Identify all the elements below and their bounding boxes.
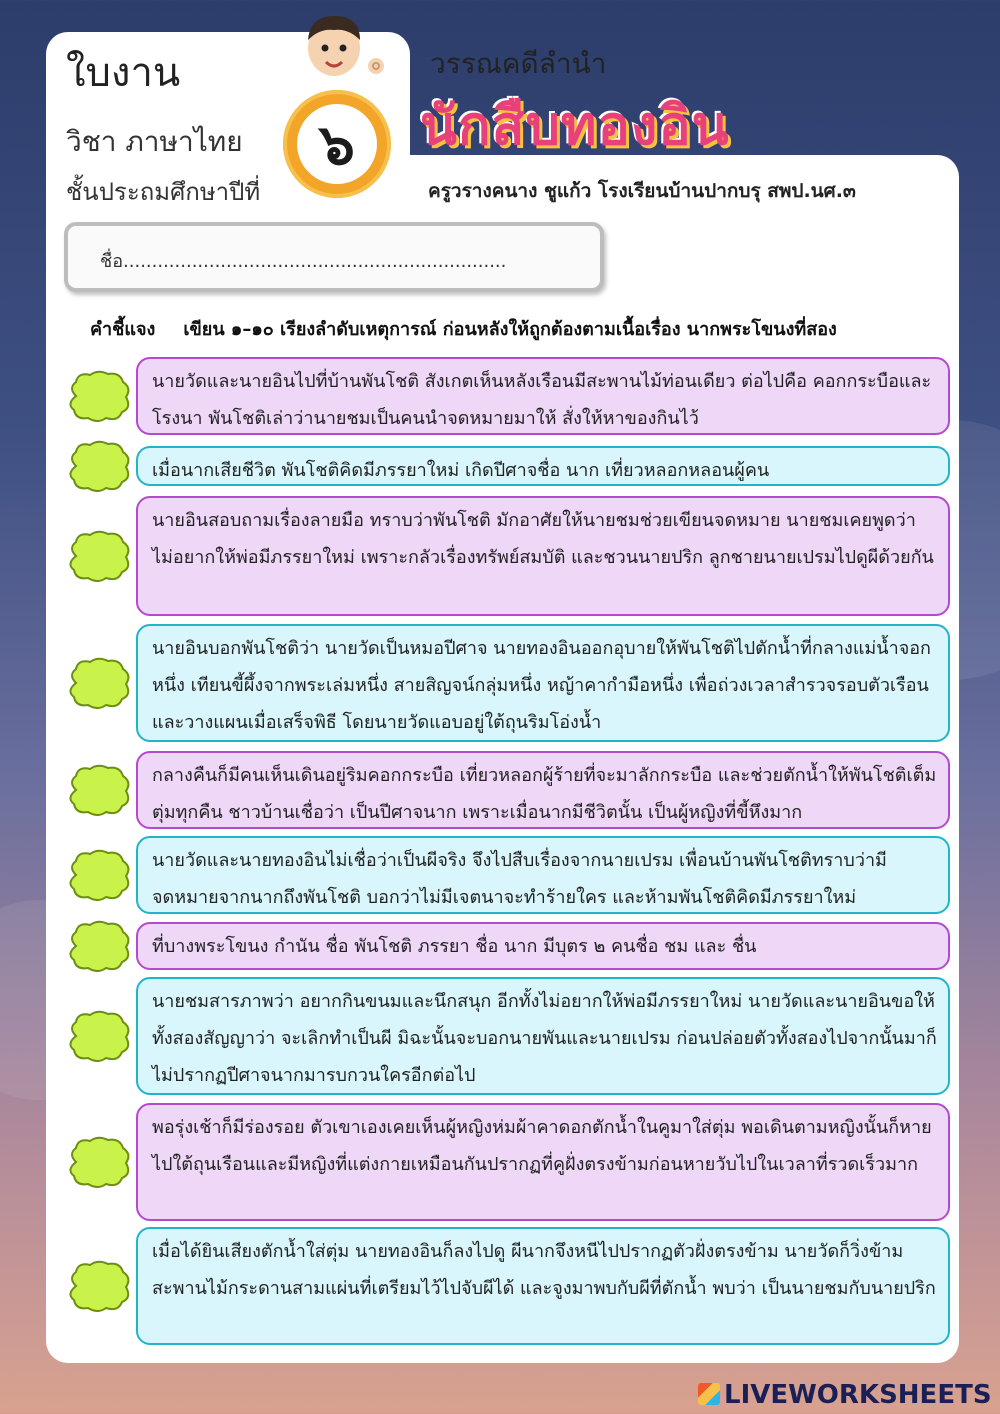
- event-text: พอรุ่งเช้าก็มีร่องรอย ตัวเขาเองเคยเห็นผู้หญิงห่มผ้าคาดอกตักน้ำในคูมาใส่ตุ่ม พอเดินตามหญิงนั้นก็หายไปใต้ถุนเรือนและมีหญิงที่แต่งกายเหมือนกันปรากฏที่คูฝั่งตรงข้ามก่อนหายวับไปในเวลาที่รวดเร็วมาก: [152, 1117, 932, 1175]
- name-field[interactable]: [64, 222, 604, 292]
- event-text: นายชมสารภาพว่า อยากกินขนมและนึกสนุก อีกทั้งไม่อยากให้พ่อมีภรรยาใหม่ นายวัดและนายอินขอให้ทั้งสองสัญญาว่า จะเลิกทำเป็นผี มิฉะนั้นจะบอกนายพันและนายเปรม ก่อนปล่อยตัวทั้งสองไปจากนั้นมาก็ไม่ปรากฏปีศาจนากมารบกวนใครอีกต่อไป: [152, 991, 937, 1086]
- answer-blob-4[interactable]: [66, 657, 132, 709]
- genre-label: วรรณคดีลำนำ: [430, 47, 607, 80]
- event-text: ที่บางพระโขนง กำนัน ชื่อ พันโชติ ภรรยา ชื่อ นาก มีบุตร ๒ คนชื่อ ชม และ ชื่น: [152, 936, 757, 957]
- instruction-text: เขียน ๑–๑๐ เรียงลำดับเหตุการณ์ ก่อนหลังให้ถูกต้องตามเนื้อเรื่อง นากพระโขนงที่สอง: [183, 319, 837, 340]
- answer-blob-7[interactable]: [66, 920, 132, 972]
- event-item-7: [136, 922, 950, 970]
- answer-blob-8[interactable]: [66, 1010, 132, 1062]
- event-item-9: [136, 1103, 950, 1221]
- answer-blob-10[interactable]: [66, 1260, 132, 1312]
- logo-text: LIVEWORKSHEETS: [724, 1380, 992, 1410]
- grade-number: ๖: [297, 104, 377, 184]
- answer-blob-5[interactable]: [66, 764, 132, 816]
- page-title: ใบงาน: [66, 50, 181, 96]
- event-text: เมื่อนากเสียชีวิต พันโชติคิดมีภรรยาใหม่ เกิดปีศาจชื่อ นาก เที่ยวหลอกหลอนผู้คน: [152, 460, 770, 481]
- answer-blob-1[interactable]: [66, 370, 132, 422]
- event-item-1: [136, 357, 950, 435]
- event-item-10: [136, 1227, 950, 1345]
- instruction-line: [90, 314, 837, 343]
- story-title: นักสืบทองอิน: [420, 94, 730, 157]
- answer-blob-9[interactable]: [66, 1136, 132, 1188]
- event-item-6: [136, 836, 950, 914]
- answer-blob-2[interactable]: [66, 440, 132, 492]
- grade-label: ชั้นประถมศึกษาปีที่: [66, 178, 261, 206]
- answer-blob-6[interactable]: [66, 849, 132, 901]
- name-field-label: ชื่อ...................................................................: [100, 251, 507, 272]
- instruction-label: คำชี้แจง: [90, 319, 156, 340]
- event-text: นายวัดและนายทองอินไม่เชื่อว่าเป็นผีจริง จึงไปสืบเรื่องจากนายเปรม เพื่อนบ้านพันโชติทราบว่ามีจดหมายจากนากถึงพันโชติ บอกว่าไม่มีเจตนาจะทำร้ายใคร และห้ามพันโชติคิดมีภรรยาใหม่: [152, 850, 887, 908]
- liveworksheets-logo: [698, 1380, 992, 1410]
- event-text: นายอินสอบถามเรื่องลายมือ ทราบว่าพันโชติ มักอาศัยให้นายชมช่วยเขียนจดหมาย นายชมเคยพูดว่า ไม่อยากให้พ่อมีภรรยาใหม่ เพราะกลัวเรื่องทรัพย์สมบัติ และชวนนายปริก ลูกชายนายเปรมไปดูผีด้วยกัน: [152, 510, 934, 568]
- answer-blob-3[interactable]: [66, 530, 132, 582]
- event-text: กลางคืนก็มีคนเห็นเดินอยู่ริมคอกกระบือ เที่ยวหลอกผู้ร้ายที่จะมาลักกระบือ และช่วยตักน้ำให้พันโชติเต็มตุ่มทุกคืน ชาวบ้านเชื่อว่า เป็นปีศาจนาก เพราะเมื่อนากมีชีวิตนั้น เป็นผู้หญิงที่ขี้หึงมาก: [152, 765, 937, 823]
- event-item-5: [136, 751, 950, 829]
- event-item-3: [136, 496, 950, 616]
- event-item-8: [136, 977, 950, 1095]
- event-text: นายวัดและนายอินไปที่บ้านพันโชติ สังเกตเห็นหลังเรือนมีสะพานไม้ท่อนเดียว ต่อไปคือ คอกกระบือและโรงนา พันโชติเล่าว่านายชมเป็นคนนำจดหมายมาให้ สั่งให้หาของกินไว้: [152, 371, 932, 429]
- event-item-4: [136, 624, 950, 742]
- liveworksheets-mark-icon: [698, 1383, 720, 1405]
- boy-mascot-icon: [288, 8, 388, 98]
- subject-label: วิชา ภาษาไทย: [66, 125, 243, 158]
- teacher-credit: ครูวรางคนาง ชูแก้ว โรงเรียนบ้านปากบรุ สพป.นศ.๓: [428, 180, 856, 202]
- event-text: เมื่อได้ยินเสียงตักน้ำใส่ตุ่ม นายทองอินก็ลงไปดู ผีนากจึงหนีไปปรากฏตัวฝั่งตรงข้าม นายวัดก็วิ่งข้ามสะพานไม้กระดานสามแผ่นที่เตรียมไว้ไปจับผีได้ และจูงมาพบกับผีที่ตักน้ำ พบว่า เป็นนายชมกับนายปริก: [152, 1241, 936, 1299]
- grade-badge: [283, 90, 391, 198]
- event-text: นายอินบอกพันโชติว่า นายวัดเป็นหมอปีศาจ นายทองอินออกอุบายให้พันโชติไปตักน้ำที่กลางแม่น้ำจอกหนึ่ง เทียนขี้ผึ้งจากพระเล่มหนึ่ง สายสิญจน์กลุ่มหนึ่ง หญ้าคากำมือหนึ่ง เพื่อถ่วงเวลาสำรวจรอบตัวเรือนและวางแผนเมื่อเสร็จพิธี โดยนายวัดแอบอยู่ใต้ถุนริมโอ่งน้ำ: [152, 638, 931, 733]
- event-item-2: [136, 446, 950, 486]
